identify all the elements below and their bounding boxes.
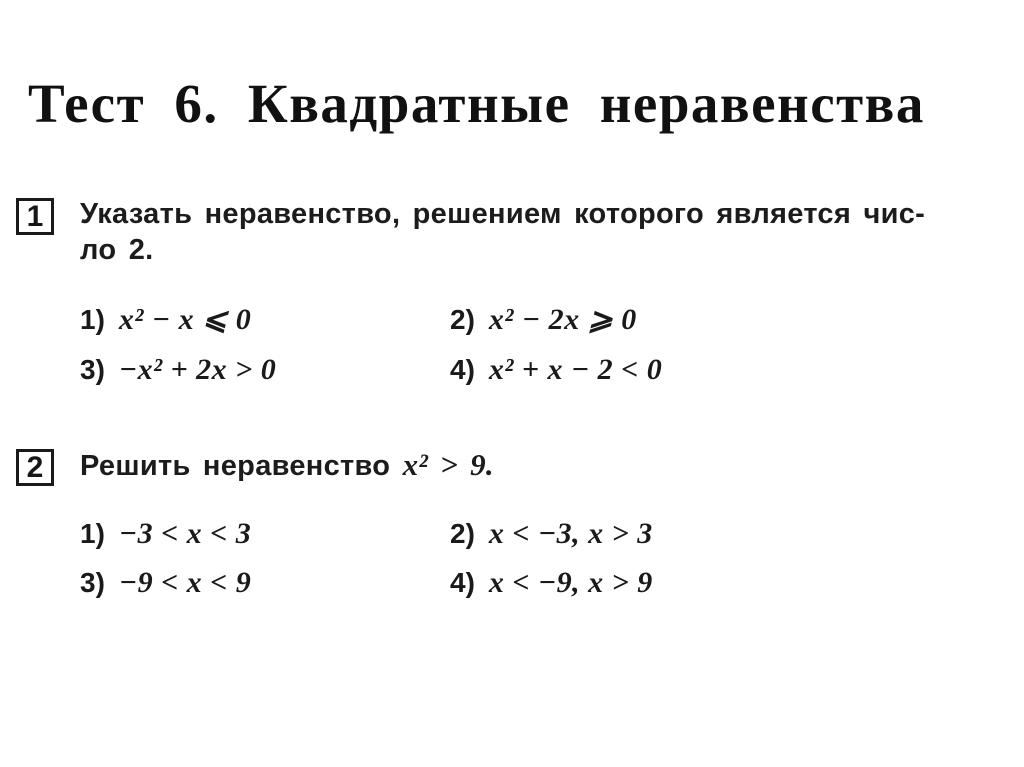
option-expression: x < −9, x > 9: [488, 566, 653, 599]
option-expression: x² − 2x ⩾ 0: [488, 303, 637, 336]
option-number: 2): [450, 304, 475, 335]
option-expression: −x² + 2x > 0: [118, 353, 277, 386]
option-expression: −3 < x < 3: [118, 517, 252, 550]
task-1-option-1: [80, 302, 251, 337]
question-line-1: Указать неравенство, решением которого является чис-: [80, 198, 926, 230]
question-line-2: ло 2.: [80, 234, 154, 266]
option-expression: x² + x − 2 < 0: [488, 353, 663, 386]
task-question: [80, 196, 1010, 268]
task-2-option-4: [450, 566, 653, 600]
task-2-option-2: [450, 517, 653, 551]
page-title: Тест 6. Квадратные неравенства: [28, 73, 925, 134]
question-text: Решить неравенство: [80, 450, 391, 482]
option-number: 2): [450, 518, 475, 549]
option-number: 3): [80, 567, 105, 598]
option-number: 4): [450, 354, 475, 385]
task-question: [80, 447, 1010, 484]
option-number: 3): [80, 354, 105, 385]
option-expression: −9 < x < 9: [118, 566, 252, 599]
task-1-option-3: [80, 353, 276, 387]
option-number: 1): [80, 518, 105, 549]
option-expression: x < −3, x > 3: [488, 517, 653, 550]
question-math: x² > 9.: [402, 447, 494, 482]
task-2-option-1: [80, 517, 251, 551]
option-expression: x² − x ⩽ 0: [118, 303, 252, 336]
task-number-box: 1: [16, 198, 54, 235]
option-number: 1): [80, 304, 105, 335]
option-number: 4): [450, 567, 475, 598]
task-1-option-4: [450, 353, 662, 387]
task-number-box: 2: [16, 449, 54, 486]
task-2-option-3: [80, 566, 251, 600]
task-1-option-2: [450, 302, 637, 337]
